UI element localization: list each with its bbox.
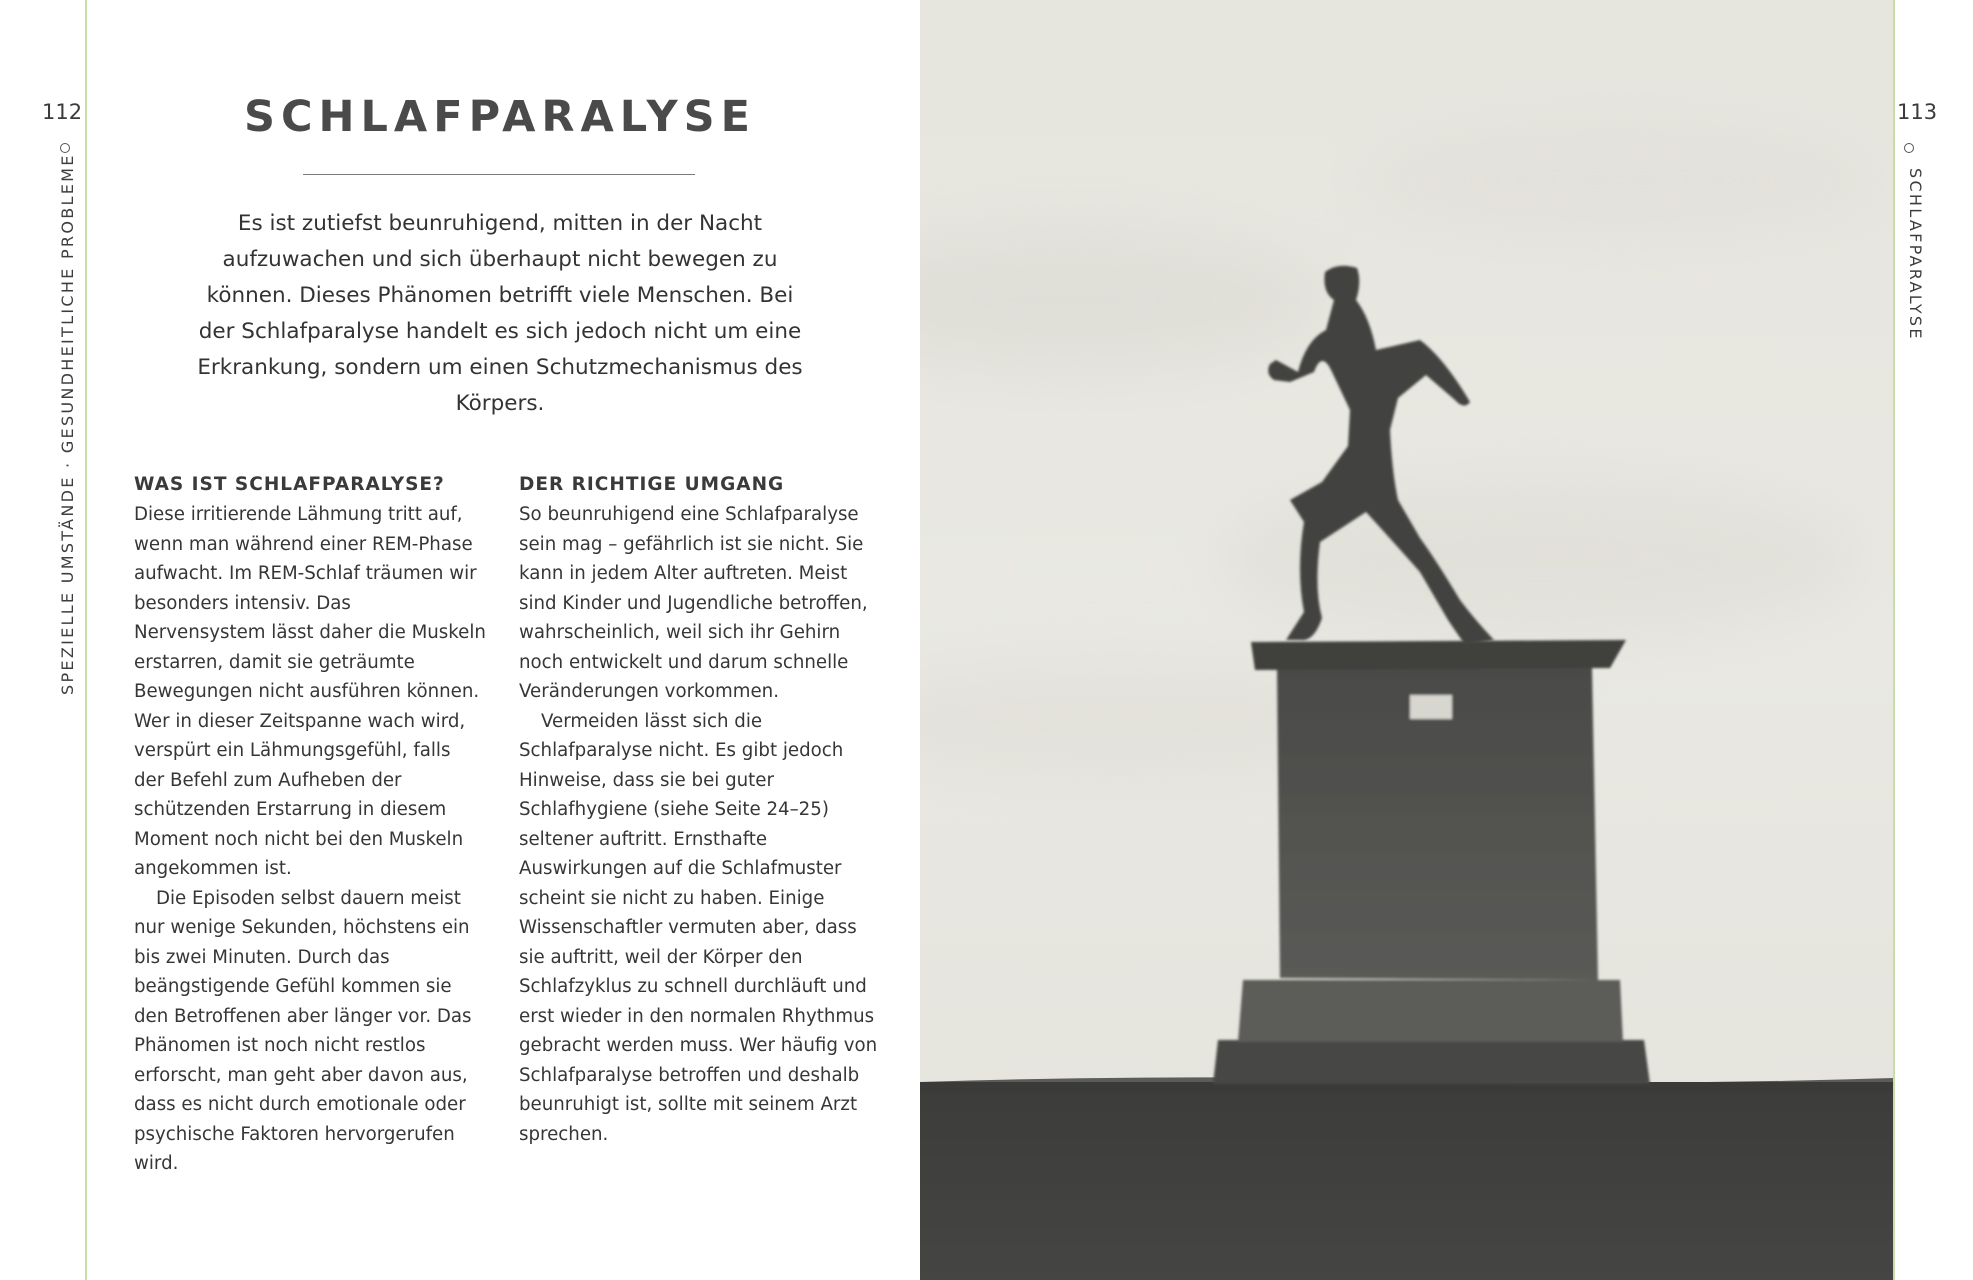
left-margin-rule xyxy=(85,0,87,1280)
statue-runner-icon xyxy=(920,0,1893,1280)
page-number-right: 113 xyxy=(1897,100,1938,124)
section-heading: DER RICHTIGE UMGANG xyxy=(519,474,785,495)
paragraph: So beunruhigend eine Schlafparalyse sein mag – gefährlich ist sie nicht. Sie kann in jedem Alter auftreten. Meist sind Kinder und Jugendliche betroffen, wahrscheinlich, weil sich ihr Gehirn noch entwickelt und darum schnelle Veränderungen vorkommen. xyxy=(519,504,868,702)
circle-bullet-icon xyxy=(1904,143,1914,153)
circle-bullet-icon xyxy=(60,143,70,153)
text-column-right xyxy=(519,470,881,1149)
paragraph: Die Episoden selbst dauern meist nur wenige Sekunden, höchstens ein bis zwei Minuten. Durch das beängstigende Gefühl kommen sie den Betroffenen aber länger vor. Das Phänomen ist noch nicht restlos erforscht, man geht aber davon aus, dass es nicht durch emotionale oder psychische Faktoren hervorgerufen wird. xyxy=(134,887,472,1174)
ground xyxy=(920,1082,1893,1280)
running-head-left: SPEZIELLE UMSTÄNDE · GESUNDHEITLICHE PROBLEME xyxy=(58,153,77,695)
article-intro: Es ist zutiefst beunruhigend, mitten in der Nacht aufzuwachen und sich überhaupt nicht bewegen zu können. Dieses Phänomen betrifft viele Menschen. Bei der Schlafparalyse handelt es sich jedoch nicht um eine Erkrankung, sondern um einen Schutzmechanismus des Körpers. xyxy=(197,211,803,416)
running-head-right: SCHLAFPARALYSE xyxy=(1906,168,1925,341)
right-margin-rule xyxy=(1893,0,1895,1280)
title-divider xyxy=(303,174,695,175)
text-column-left xyxy=(134,470,486,1179)
page-number-left: 112 xyxy=(42,100,83,124)
statue-illustration xyxy=(920,0,1893,1280)
paragraph: Diese irritierende Lähmung tritt auf, wenn man während einer REM-Phase aufwacht. Im REM-Schlaf träumen wir besonders intensiv. Das Nervensystem lässt daher die Muskeln erstarren, damit sie geträumte Bewegungen nicht ausführen können. Wer in dieser Zeitspanne wach wird, verspürt ein Lähmungsgefühl, falls der Befehl zum Aufheben der schützenden Erstarrung in diesem Moment noch nicht bei den Muskeln angekommen ist. xyxy=(134,504,486,879)
section-heading: WAS IST SCHLAFPARALYSE? xyxy=(134,474,445,495)
paragraph: Vermeiden lässt sich die Schlafparalyse nicht. Es gibt jedoch Hinweise, dass sie bei guter Schlafhygiene (siehe Seite 24–25) seltener auftritt. Ernsthafte Auswirkungen auf die Schlafmuster scheint sie nicht zu haben. Einige Wissenschaftler vermuten aber, dass sie auftritt, weil der Körper den Schlafzyklus zu schnell durchläuft und erst wieder in den normalen Rhythmus gebracht werden muss. Wer häufig von Schlafparalyse betroffen und deshalb beunruhigt ist, sollte mit seinem Arzt sprechen. xyxy=(519,710,878,1145)
article-title: SCHLAFPARALYSE xyxy=(244,92,756,142)
